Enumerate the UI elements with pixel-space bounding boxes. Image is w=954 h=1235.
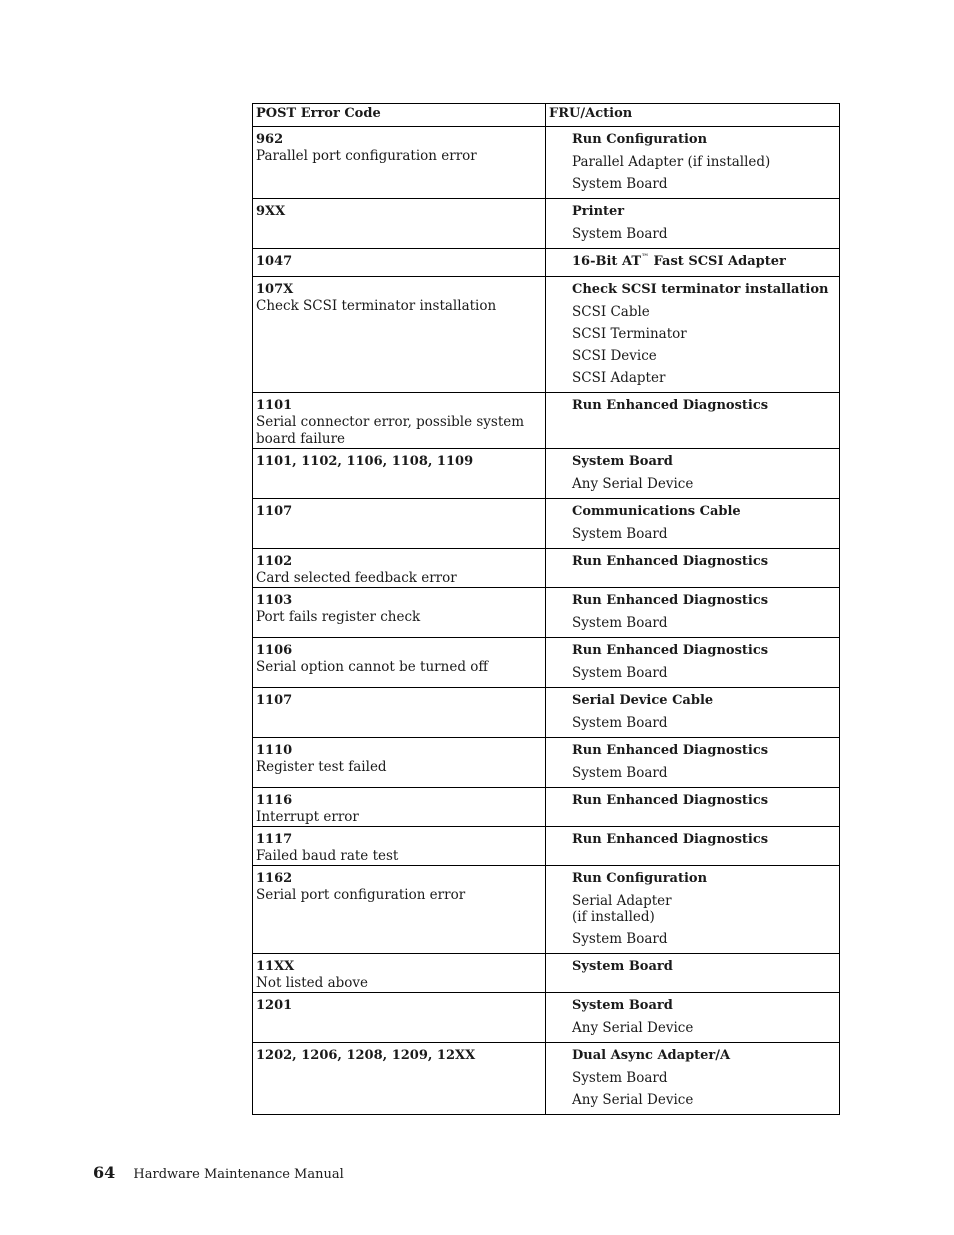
fru-action-cell bbox=[546, 127, 840, 199]
fru-action-item bbox=[572, 204, 836, 220]
fru-action-item bbox=[572, 226, 836, 242]
table-row bbox=[253, 866, 840, 954]
fru-action-text: Run Enhanced Diagnostics bbox=[572, 643, 769, 658]
error-description: Not listed above bbox=[256, 975, 369, 991]
error-code: 1107 bbox=[256, 504, 293, 519]
fru-action-text: System Board bbox=[572, 526, 668, 542]
fru-action-item bbox=[572, 326, 836, 342]
fru-action-text: Run Enhanced Diagnostics bbox=[572, 398, 769, 413]
table-row bbox=[253, 449, 840, 499]
fru-action-text: Run Enhanced Diagnostics bbox=[572, 743, 769, 758]
table-row bbox=[253, 738, 840, 788]
fru-action-text: SCSI Device bbox=[572, 348, 657, 364]
fru-action-cell bbox=[546, 788, 840, 827]
fru-action-item bbox=[572, 998, 836, 1014]
fru-action-item bbox=[572, 593, 836, 609]
fru-action-item bbox=[572, 1070, 836, 1086]
error-code: 1117 bbox=[256, 832, 293, 847]
fru-action-cell bbox=[546, 393, 840, 449]
error-code-cell bbox=[253, 954, 546, 993]
error-code-cell bbox=[253, 788, 546, 827]
fru-action-item bbox=[572, 176, 836, 192]
error-description: Serial option cannot be turned off bbox=[256, 659, 488, 675]
fru-action-cell bbox=[546, 249, 840, 277]
fru-action-text: Run Enhanced Diagnostics bbox=[572, 832, 769, 847]
fru-action-item bbox=[572, 504, 836, 520]
fru-action-item bbox=[572, 715, 836, 731]
fru-action-text-suffix: Fast SCSI Adapter bbox=[649, 254, 786, 269]
fru-action-text: Printer bbox=[572, 204, 625, 219]
error-description: Card selected feedback error bbox=[256, 570, 457, 586]
page-footer bbox=[93, 1163, 344, 1182]
fru-action-text: System Board bbox=[572, 176, 668, 192]
error-code-cell bbox=[253, 866, 546, 954]
fru-action-item bbox=[572, 348, 836, 364]
fru-action-text: Parallel Adapter (if installed) bbox=[572, 154, 771, 170]
fru-action-item bbox=[572, 832, 836, 848]
fru-action-text: Communications Cable bbox=[572, 504, 741, 519]
error-code-cell bbox=[253, 827, 546, 866]
fru-action-item bbox=[572, 254, 836, 270]
error-code: 9XX bbox=[256, 204, 286, 219]
error-code: 11XX bbox=[256, 959, 295, 974]
fru-action-item bbox=[572, 454, 836, 470]
fru-action-text: System Board bbox=[572, 931, 668, 947]
error-code: 1103 bbox=[256, 593, 293, 608]
fru-action-text: Any Serial Device bbox=[572, 476, 694, 492]
fru-action-text: Serial Adapter (if installed) bbox=[572, 893, 672, 925]
fru-action-text: SCSI Cable bbox=[572, 304, 650, 320]
error-code-cell bbox=[253, 993, 546, 1043]
error-description: Interrupt error bbox=[256, 809, 359, 825]
fru-action-text: Run Enhanced Diagnostics bbox=[572, 593, 769, 608]
table-row bbox=[253, 499, 840, 549]
fru-action-cell bbox=[546, 738, 840, 788]
table-row bbox=[253, 688, 840, 738]
error-code: 1102 bbox=[256, 554, 293, 569]
table-row bbox=[253, 827, 840, 866]
fru-action-text: 16-Bit AT bbox=[572, 254, 641, 269]
error-description: Serial port configuration error bbox=[256, 887, 466, 903]
fru-action-text: Check SCSI terminator installation bbox=[572, 282, 829, 297]
fru-action-text: Run Enhanced Diagnostics bbox=[572, 554, 769, 569]
fru-action-item bbox=[572, 615, 836, 631]
fru-action-item bbox=[572, 398, 836, 414]
error-code-cell bbox=[253, 1043, 546, 1115]
fru-action-text: System Board bbox=[572, 959, 673, 974]
table-row bbox=[253, 127, 840, 199]
error-code-cell bbox=[253, 638, 546, 688]
table-row bbox=[253, 199, 840, 249]
error-code-cell bbox=[253, 499, 546, 549]
fru-action-text: System Board bbox=[572, 665, 668, 681]
fru-action-text: Dual Async Adapter/A bbox=[572, 1048, 731, 1063]
fru-action-text: System Board bbox=[572, 226, 668, 242]
error-code: 1101, 1102, 1106, 1108, 1109 bbox=[256, 454, 474, 469]
table-row bbox=[253, 993, 840, 1043]
error-code-cell bbox=[253, 249, 546, 277]
error-code: 1202, 1206, 1208, 1209, 12XX bbox=[256, 1048, 476, 1063]
fru-action-item bbox=[572, 1048, 836, 1064]
error-code-cell bbox=[253, 549, 546, 588]
fru-action-text: System Board bbox=[572, 715, 668, 731]
fru-action-text: System Board bbox=[572, 454, 673, 469]
fru-action-item bbox=[572, 154, 836, 170]
table-row bbox=[253, 588, 840, 638]
error-code-cell bbox=[253, 199, 546, 249]
fru-action-item bbox=[572, 931, 836, 947]
fru-action-text: Run Enhanced Diagnostics bbox=[572, 793, 769, 808]
fru-action-text: SCSI Terminator bbox=[572, 326, 687, 342]
fru-action-item bbox=[572, 665, 836, 681]
table-header-row bbox=[253, 104, 840, 127]
fru-action-item bbox=[572, 893, 836, 925]
error-code: 1107 bbox=[256, 693, 293, 708]
error-description: Register test failed bbox=[256, 759, 387, 775]
table-row bbox=[253, 1043, 840, 1115]
fru-action-cell bbox=[546, 638, 840, 688]
error-description: Parallel port configuration error bbox=[256, 148, 477, 164]
fru-action-cell bbox=[546, 499, 840, 549]
fru-action-text: Any Serial Device bbox=[572, 1020, 694, 1036]
fru-action-text: Run Configuration bbox=[572, 132, 708, 147]
fru-action-cell bbox=[546, 199, 840, 249]
fru-action-item bbox=[572, 1020, 836, 1036]
error-description: Check SCSI terminator installation bbox=[256, 298, 497, 314]
fru-action-cell bbox=[546, 954, 840, 993]
fru-action-text: Serial Device Cable bbox=[572, 693, 714, 708]
error-code-cell bbox=[253, 393, 546, 449]
error-code: 107X bbox=[256, 282, 294, 297]
error-code: 1101 bbox=[256, 398, 293, 413]
trademark-mark: ™ bbox=[641, 252, 649, 262]
error-code: 1162 bbox=[256, 871, 293, 886]
error-description: Failed baud rate test bbox=[256, 848, 399, 864]
fru-action-cell bbox=[546, 1043, 840, 1115]
fru-action-item bbox=[572, 643, 836, 659]
error-code-cell bbox=[253, 127, 546, 199]
fru-action-item bbox=[572, 765, 836, 781]
fru-action-text: System Board bbox=[572, 1070, 668, 1086]
table-row bbox=[253, 638, 840, 688]
table-row bbox=[253, 249, 840, 277]
fru-action-text: Run Configuration bbox=[572, 871, 708, 886]
fru-action-item bbox=[572, 871, 836, 887]
fru-action-item bbox=[572, 743, 836, 759]
fru-action-text: System Board bbox=[572, 615, 668, 631]
error-code-cell bbox=[253, 277, 546, 393]
fru-action-cell bbox=[546, 993, 840, 1043]
error-code-cell bbox=[253, 449, 546, 499]
table-row bbox=[253, 954, 840, 993]
table-row bbox=[253, 788, 840, 827]
fru-action-cell bbox=[546, 549, 840, 588]
error-code: 1106 bbox=[256, 643, 293, 658]
fru-action-text: SCSI Adapter bbox=[572, 370, 666, 386]
fru-action-item bbox=[572, 793, 836, 809]
table-row bbox=[253, 277, 840, 393]
page-number: 64 bbox=[93, 1163, 116, 1182]
post-error-table bbox=[252, 103, 840, 1115]
error-code: 1201 bbox=[256, 998, 293, 1013]
header-post-error-code: POST Error Code bbox=[253, 104, 546, 127]
table-row bbox=[253, 393, 840, 449]
fru-action-cell bbox=[546, 588, 840, 638]
fru-action-item bbox=[572, 959, 836, 975]
error-description: Serial connector error, possible system board failure bbox=[256, 414, 525, 447]
fru-action-item bbox=[572, 282, 836, 298]
fru-action-item bbox=[572, 526, 836, 542]
error-code: 1110 bbox=[256, 743, 293, 758]
fru-action-item bbox=[572, 693, 836, 709]
error-code: 1047 bbox=[256, 254, 293, 269]
fru-action-text: Any Serial Device bbox=[572, 1092, 694, 1108]
error-code-cell bbox=[253, 588, 546, 638]
fru-action-cell bbox=[546, 449, 840, 499]
header-fru-action: FRU/Action bbox=[546, 104, 840, 127]
fru-action-item bbox=[572, 554, 836, 570]
error-code-cell bbox=[253, 688, 546, 738]
fru-action-item bbox=[572, 132, 836, 148]
fru-action-cell bbox=[546, 866, 840, 954]
fru-action-text: System Board bbox=[572, 998, 673, 1013]
fru-action-text: System Board bbox=[572, 765, 668, 781]
table-body bbox=[253, 127, 840, 1115]
fru-action-item bbox=[572, 370, 836, 386]
fru-action-item bbox=[572, 476, 836, 492]
error-description: Port fails register check bbox=[256, 609, 421, 625]
manual-title: Hardware Maintenance Manual bbox=[133, 1167, 344, 1182]
error-code: 962 bbox=[256, 132, 284, 147]
fru-action-item bbox=[572, 1092, 836, 1108]
table-row bbox=[253, 549, 840, 588]
fru-action-cell bbox=[546, 277, 840, 393]
fru-action-cell bbox=[546, 688, 840, 738]
fru-action-item bbox=[572, 304, 836, 320]
error-code: 1116 bbox=[256, 793, 293, 808]
error-code-cell bbox=[253, 738, 546, 788]
fru-action-cell bbox=[546, 827, 840, 866]
